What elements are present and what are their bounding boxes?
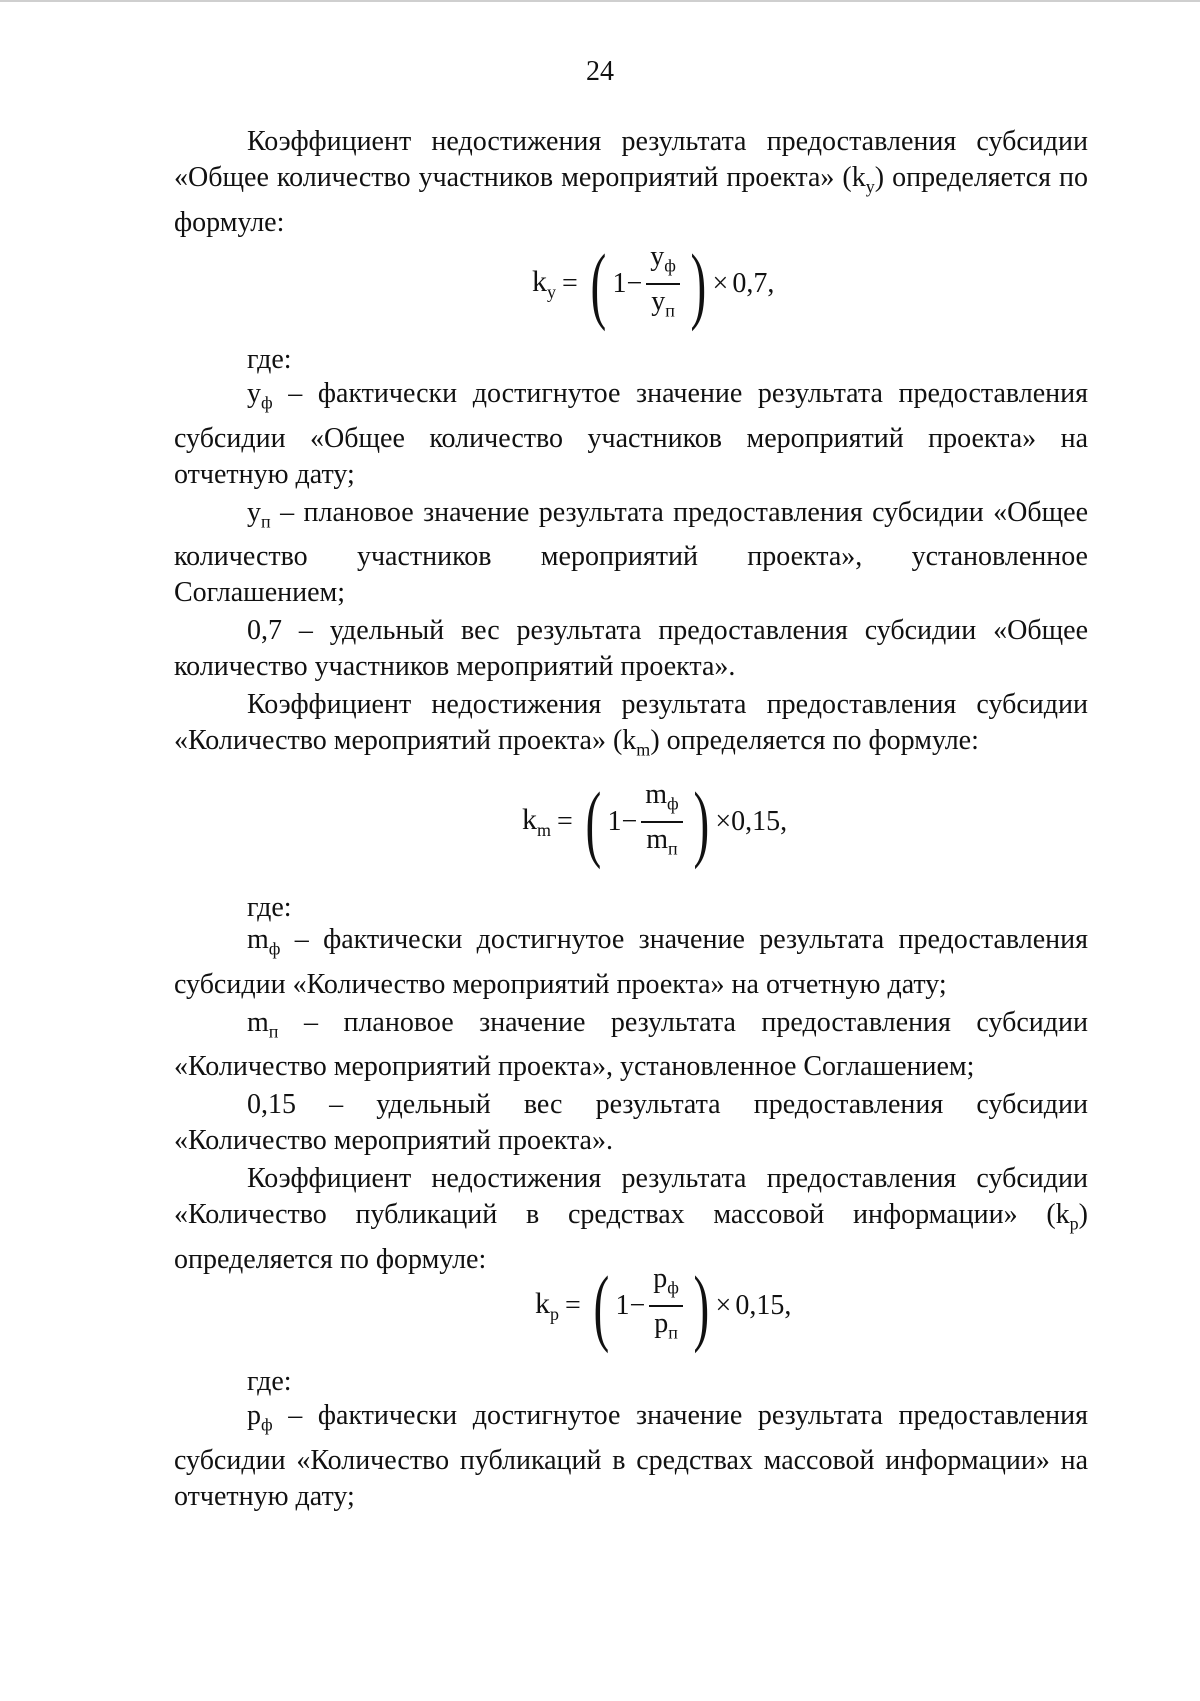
definitions-block-3 [174, 1398, 1088, 1515]
fraction [641, 778, 682, 865]
where-label: где: [247, 892, 292, 923]
definition-m-plan: $m_п$ – плановое значение результата предоставления субсидии «Количество мероприятий проекта», установленное Соглашением; [174, 1006, 1088, 1083]
times-sign: × [712, 267, 729, 299]
page-number: 24 [586, 56, 614, 87]
definition-y-plan: $у_п$ – плановое значение результата предоставления субсидии «Общее количество участников мероприятий проекта», установленное Соглашением; [174, 496, 1088, 609]
definition-y-fact: $у_ф$ – фактически достигнутое значение результата предоставления субсидии «Общее количество участников мероприятий проекта» на отчетную дату; [174, 378, 1088, 490]
minus-sign: − [626, 267, 643, 299]
paragraph-coefficient-kp: Коэффициент недостижения результата предоставления субсидии «Количество публикаций в средствах массовой информации» $(k_p)$ определяется по формуле: [174, 1163, 1088, 1275]
where-label: где: [247, 344, 292, 375]
formula-coefficient: 0,7, [732, 267, 775, 299]
times-sign: × [715, 805, 732, 837]
paragraph-text: Коэффициент недостижения результата предоставления субсидии «Общее количество участников мероприятий проекта» (k [174, 126, 1088, 193]
formula-km [522, 773, 788, 870]
formula-one: 1 [615, 1289, 630, 1321]
definition-weight-015: 0,15 – удельный вес результата предоставления субсидии «Количество мероприятий проекта». [174, 1089, 1088, 1157]
formula-lhs: $k_у$ [532, 264, 556, 302]
denominator: $m_п$ [646, 823, 678, 859]
formula-lhs: $k_m$ [522, 802, 552, 840]
definition-weight-07: 0,7 – удельный вес результата предоставления субсидии «Общее количество участников мероприятий проекта». [174, 615, 1088, 683]
formula-coefficient: 0,15, [735, 1289, 792, 1321]
paragraph-text-end: ) определяется по формуле: [174, 162, 1088, 238]
formula-one: 1 [612, 267, 627, 299]
right-paren: ) [690, 235, 707, 332]
times-sign: × [715, 1289, 732, 1321]
denominator: $p_п$ [654, 1307, 678, 1343]
formula-coefficient: 0,15, [731, 805, 788, 837]
right-paren: ) [693, 1257, 710, 1354]
equals-sign: = [562, 267, 578, 299]
equals-sign: = [557, 805, 573, 837]
left-paren: ( [593, 1257, 609, 1354]
where-label: где: [247, 1366, 292, 1397]
left-paren: ( [590, 235, 606, 332]
definition-m-fact: $m_ф$ – фактически достигнутое значение результата предоставления субсидии «Количество мероприятий проекта» на отчетную дату; [174, 924, 1088, 1000]
paragraph-coefficient-ky [174, 124, 1088, 241]
formula-kp [535, 1257, 792, 1354]
formula-lhs: $k_p$ [535, 1286, 559, 1324]
minus-sign: − [621, 805, 638, 837]
definitions-block-2 [174, 922, 1088, 1278]
formula-one: 1 [607, 805, 622, 837]
right-paren: ) [693, 773, 709, 870]
fraction [646, 240, 680, 327]
equals-sign: = [565, 1289, 581, 1321]
minus-sign: − [629, 1289, 646, 1321]
definitions-block-1 [174, 376, 1088, 768]
paragraph-coefficient-km: Коэффициент недостижения результата предоставления субсидии «Количество мероприятий проекта» $(k_m)$ определяется по формуле: [174, 689, 1088, 760]
formula-ky [532, 235, 775, 332]
numerator: $у_ф$ [650, 241, 676, 276]
fraction [649, 1262, 683, 1349]
denominator: $у_п$ [651, 285, 675, 321]
definition-p-fact: $p_ф$ – фактически достигнутое значение результата предоставления субсидии «Количество публикаций в средствах массовой информации» на отчетную дату; [174, 1400, 1088, 1512]
numerator: $m_ф$ [645, 779, 679, 814]
page-top-border [0, 0, 1200, 2]
subscript: у [865, 176, 875, 197]
numerator: $p_ф$ [653, 1263, 679, 1298]
left-paren: ( [585, 773, 602, 870]
